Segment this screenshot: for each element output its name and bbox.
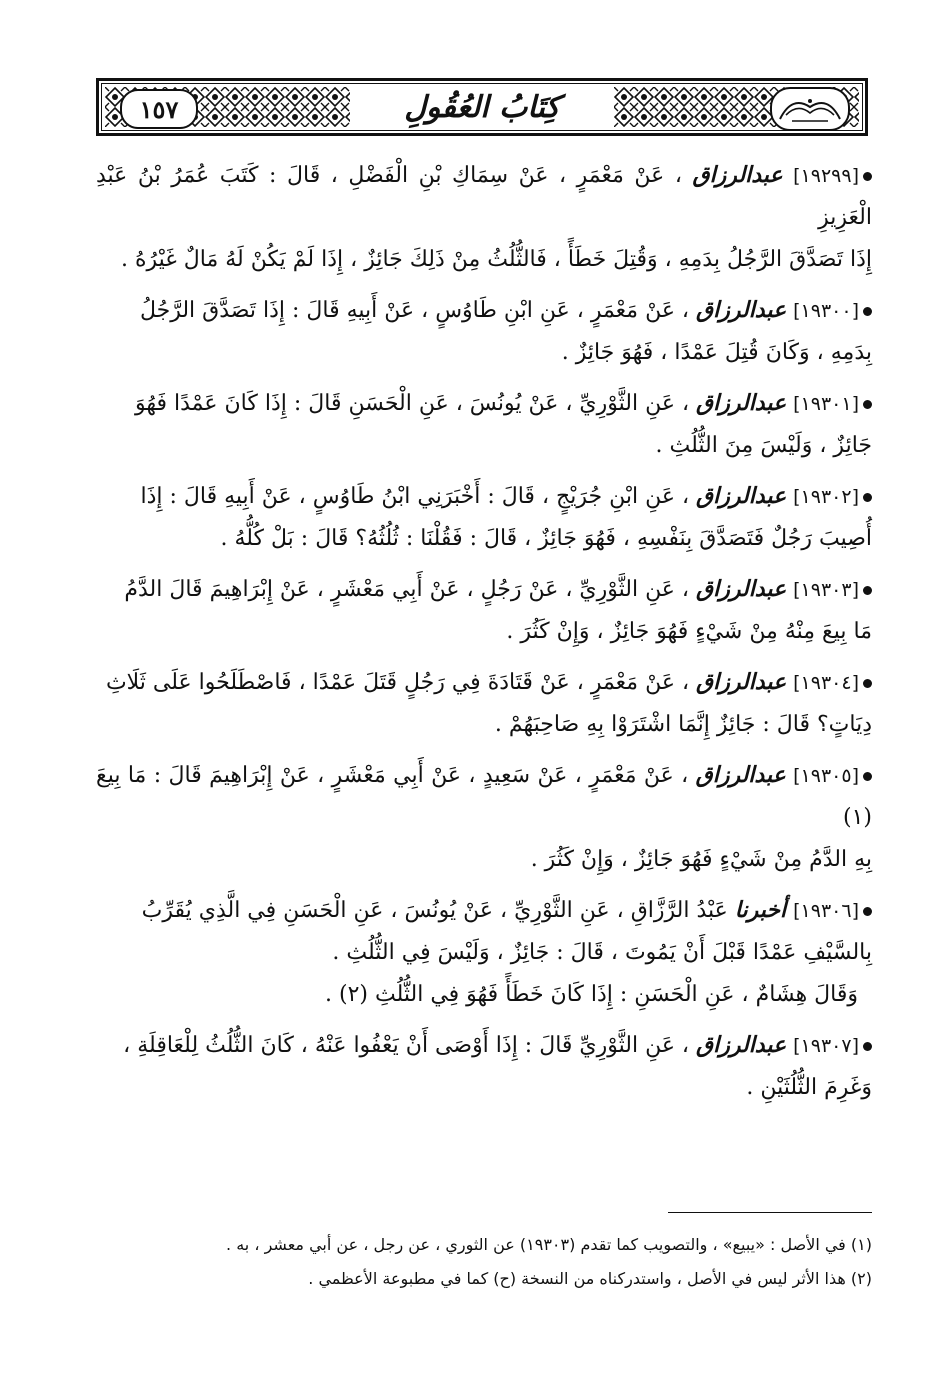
- narrator: عبدالرزاق: [696, 576, 787, 602]
- entry-line: [96, 289, 872, 332]
- entry-line: بِالسَّيْفِ عَمْدًا قَبْلَ أَنْ يَمُوتَ ، قَالَ : جَائِزٌ ، وَلَيْسَ فِي الثُّلُثِ .: [332, 940, 872, 965]
- narrator: أخبرنا: [734, 897, 787, 923]
- footnote-divider: [668, 1212, 872, 1213]
- bullet-icon: [863, 907, 872, 916]
- entry-line: مَا بِيعَ مِنْهُ مِنْ شَيْءٍ فَهُوَ جَائِزٌ ، وَإِنْ كَثُرَ .: [506, 619, 872, 644]
- hadith-entry: [96, 289, 872, 374]
- entry-text: ، عَنْ مَعْمَرٍ ، عَنْ سِمَاكِ بْنِ الْفَضْلِ ، قَالَ : كَتَبَ عُمَرُ بْنُ عَبْدِ الْعَزِيزِ: [96, 163, 872, 230]
- entry-extra-line: وَقَالَ هِشَامٌ ، عَنِ الْحَسَنِ : إِذَا كَانَ خَطَأً فَهُوَ فِي الثُّلُثِ (٢) .: [325, 982, 858, 1007]
- entry-line: وَغَرِمَ الثُّلُثَيْنِ .: [746, 1075, 872, 1100]
- entry-line: [96, 661, 872, 704]
- main-text: [96, 154, 872, 1117]
- narrator: عبدالرزاق: [696, 669, 787, 695]
- entry-line: [96, 475, 872, 518]
- entry-text: ، عَنْ مَعْمَرٍ ، عَنِ ابْنِ طَاوُسٍ ، عَنْ أَبِيهِ قَالَ : إِذَا تَصَدَّقَ الرَّجُلُ: [139, 298, 690, 323]
- page-header: [96, 78, 868, 136]
- bullet-icon: [863, 172, 872, 181]
- page-number: ١٥٧: [139, 94, 179, 124]
- hadith-entry: [96, 661, 872, 746]
- entry-line: بِهِ الدَّمُ مِنْ شَيْءٍ فَهُوَ جَائِزٌ ، وَإِنْ كَثُرَ .: [530, 847, 872, 872]
- entry-text: ، عَنِ الثَّوْرِيِّ ، عَنْ يُونُسَ ، عَنِ الْحَسَنِ قَالَ : إِذَا كَانَ عَمْدًا فَهُوَ: [135, 391, 690, 416]
- entry-number: [١٩٣٠٤]: [793, 672, 859, 694]
- narrator: عبدالرزاق: [696, 297, 787, 323]
- entry-line: إِذَا تَصَدَّقَ الرَّجُلُ بِدَمِهِ ، وَقُتِلَ خَطَأً ، فَالثُّلُثُ مِنْ ذَلِكَ جَائِزٌ ، إِذَا لَمْ يَكُنْ لَهُ مَالٌ غَيْرُهُ .: [120, 247, 872, 272]
- footnote: (١) في الأصل : «يبيع» ، والتصويب كما تقدم (١٩٣٠٣) عن الثوري ، عن رجل ، عن أبي معشر ، به .: [226, 1235, 872, 1254]
- book-title: كِتَابُ العُقُولِ: [356, 84, 608, 130]
- bullet-icon: [863, 1042, 872, 1051]
- entry-text: عَبْدُ الرَّزَّاقِ ، عَنِ الثَّوْرِيِّ ، عَنْ يُونُسَ ، عَنِ الْحَسَنِ فِي الَّذِي يُقَرِّبُ: [141, 898, 728, 923]
- bullet-icon: [863, 679, 872, 688]
- entry-line: [96, 1024, 872, 1067]
- hadith-entry: [96, 475, 872, 560]
- entry-number: [١٩٣٠١]: [793, 393, 859, 415]
- entry-number: [١٩٣٠٦]: [793, 900, 859, 922]
- entry-text: ، عَنِ الثَّوْرِيِّ قَالَ : إِذَا أَوْصَى أَنْ يَعْفُوا عَنْهُ ، كَانَ الثُّلُثُ لِلْعَاقِلَةِ ،: [123, 1033, 690, 1058]
- entry-number: [١٩٣٠٠]: [793, 300, 859, 322]
- entry-number: [١٩٣٠٢]: [793, 486, 859, 508]
- hadith-entry: [96, 754, 872, 881]
- bullet-icon: [863, 493, 872, 502]
- narrator: عبدالرزاق: [695, 762, 786, 788]
- entry-line: [96, 382, 872, 425]
- entry-number: [١٩٣٠٣]: [793, 579, 859, 601]
- narrator: عبدالرزاق: [696, 390, 787, 416]
- entry-number: [١٩٣٠٧]: [793, 1035, 859, 1057]
- entry-line: دِيَاتٍ؟ قَالَ : جَائِزٌ إِنَّمَا اشْتَرَوْا بِهِ صَاحِبَهُمْ .: [494, 712, 872, 737]
- entry-line: [96, 889, 872, 932]
- hadith-entry: [96, 889, 872, 1016]
- narrator: عبدالرزاق: [692, 162, 783, 188]
- bullet-icon: [863, 400, 872, 409]
- entry-text: ، عَنِ ابْنِ جُرَيْجٍ ، قَالَ : أَخْبَرَنِي ابْنُ طَاوُسٍ ، عَنْ أَبِيهِ قَالَ : إِذَا: [140, 484, 690, 509]
- entry-text: ، عَنْ مَعْمَرٍ ، عَنْ سَعِيدٍ ، عَنْ أَبِي مَعْشَرٍ ، عَنْ إِبْرَاهِيمَ قَالَ : مَا بِيعَ (١): [96, 763, 872, 830]
- bullet-icon: [863, 307, 872, 316]
- footnote: (٢) هذا الأثر ليس في الأصل ، واستدركناه من النسخة (ح) كما في مطبوعة الأعظمي .: [308, 1269, 872, 1288]
- book-logo-icon: [770, 87, 850, 131]
- page-number-box: [120, 89, 198, 129]
- entry-number: [١٩٢٩٩]: [793, 165, 859, 187]
- entry-number: [١٩٣٠٥]: [793, 765, 859, 787]
- entry-text: ، عَنْ مَعْمَرٍ ، عَنْ قَتَادَةَ فِي رَجُلٍ قَتَلَ عَمْدًا ، فَاصْطَلَحُوا عَلَى ثَلَاثِ: [105, 670, 690, 695]
- narrator: عبدالرزاق: [696, 483, 787, 509]
- bullet-icon: [863, 586, 872, 595]
- entry-line: جَائِزٌ ، وَلَيْسَ مِنَ الثُّلُثِ .: [655, 433, 872, 458]
- hadith-entry: [96, 1024, 872, 1109]
- narrator: عبدالرزاق: [696, 1032, 787, 1058]
- hadith-entry: [96, 568, 872, 653]
- entry-line: أُصِيبَ رَجُلٌ فَتَصَدَّقَ بِنَفْسِهِ ، فَهُوَ جَائِزٌ ، قَالَ : فَقُلْنَا : ثُلُثُهُ؟ قَالَ : بَلْ كُلُّهُ .: [220, 526, 872, 551]
- bullet-icon: [863, 772, 872, 781]
- entry-line: [96, 154, 872, 239]
- entry-line: بِدَمِهِ ، وَكَانَ قُتِلَ عَمْدًا ، فَهُوَ جَائِزٌ .: [561, 340, 872, 365]
- entry-text: ، عَنِ الثَّوْرِيِّ ، عَنْ رَجُلٍ ، عَنْ أَبِي مَعْشَرٍ ، عَنْ إِبْرَاهِيمَ قَالَ الدَّمُ: [124, 577, 690, 602]
- entry-line: [96, 568, 872, 611]
- hadith-entry: [96, 154, 872, 281]
- footnotes: [96, 1228, 872, 1296]
- hadith-entry: [96, 382, 872, 467]
- entry-line: [96, 754, 872, 839]
